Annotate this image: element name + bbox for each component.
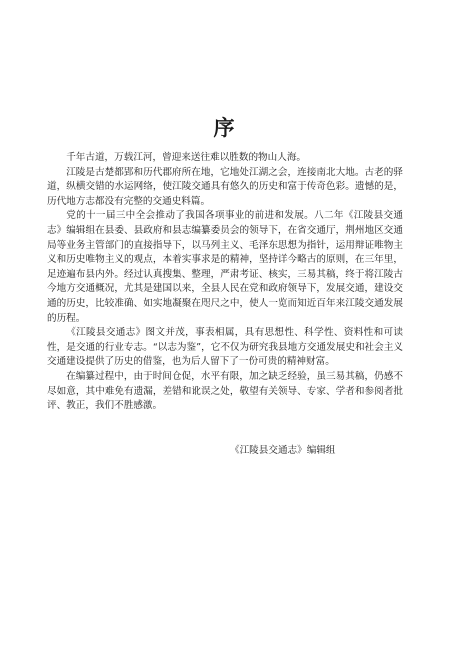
- paragraph-4: 《江陵县交通志》图文并茂，事表相属，具有思想性、科学性、资料性和可读性，是交通的行业专志。“以志为鉴”，它不仅为研究我县地方交通发展史和社会主义交通建设提供了历史的借鉴，也为后人留下了一份可贵的精神财富。: [47, 327, 403, 368]
- paragraph-1: 千年古道，万载江河，曾迎来送往难以胜数的物山人海。: [66, 152, 307, 163]
- page-title: 序: [213, 115, 237, 140]
- paragraph-2: 江陵是古楚都郢和历代郡府所在地，它地处江湖之会，连接南北大地。古老的驿道，纵横交错的水运网络，使江陵交通具有悠久的历史和富于传奇色彩。遗憾的是，历代地方志都没有完整的交通史料篇。: [47, 166, 403, 207]
- signature: 《江陵县交通志》编辑组: [230, 445, 336, 456]
- paragraph-5: 在编纂过程中，由于时间仓促，水平有限，加之缺乏经验，虽三易其稿，仍感不尽如意，其中难免有遗漏，差错和讹误之处，敬望有关领导、专家、学者和参阅者批评、教正，我们不胜感激。: [47, 370, 403, 412]
- paragraph-3: 党的十一届三中全会推动了我国各项事业的前进和发展。八二年《江陵县交通志》编辑组在县委、县政府和县志编纂委员会的领导下，在省交通厅，荆州地区交通局等业务主管部门的直接指导下，以马列主义、毛泽东思想为指针，运用辩证唯物主义和历史唯物主义的观点，本着实事求是的精神，坚持详今略古的原则，在三年里，足迹遍布县内外。经过认真搜集、整理，严肃考证、核实，三易其稿，终于将江陵古今地方交通概况，尤其是建国以来，全县人民在党和政府领导下，发展交通，建设交通的历史，比较准确、如实地凝聚在咫尺之中，使人一览而知近百年来江陵交通发展的历程。: [47, 210, 403, 324]
- preface-body: [47, 151, 403, 414]
